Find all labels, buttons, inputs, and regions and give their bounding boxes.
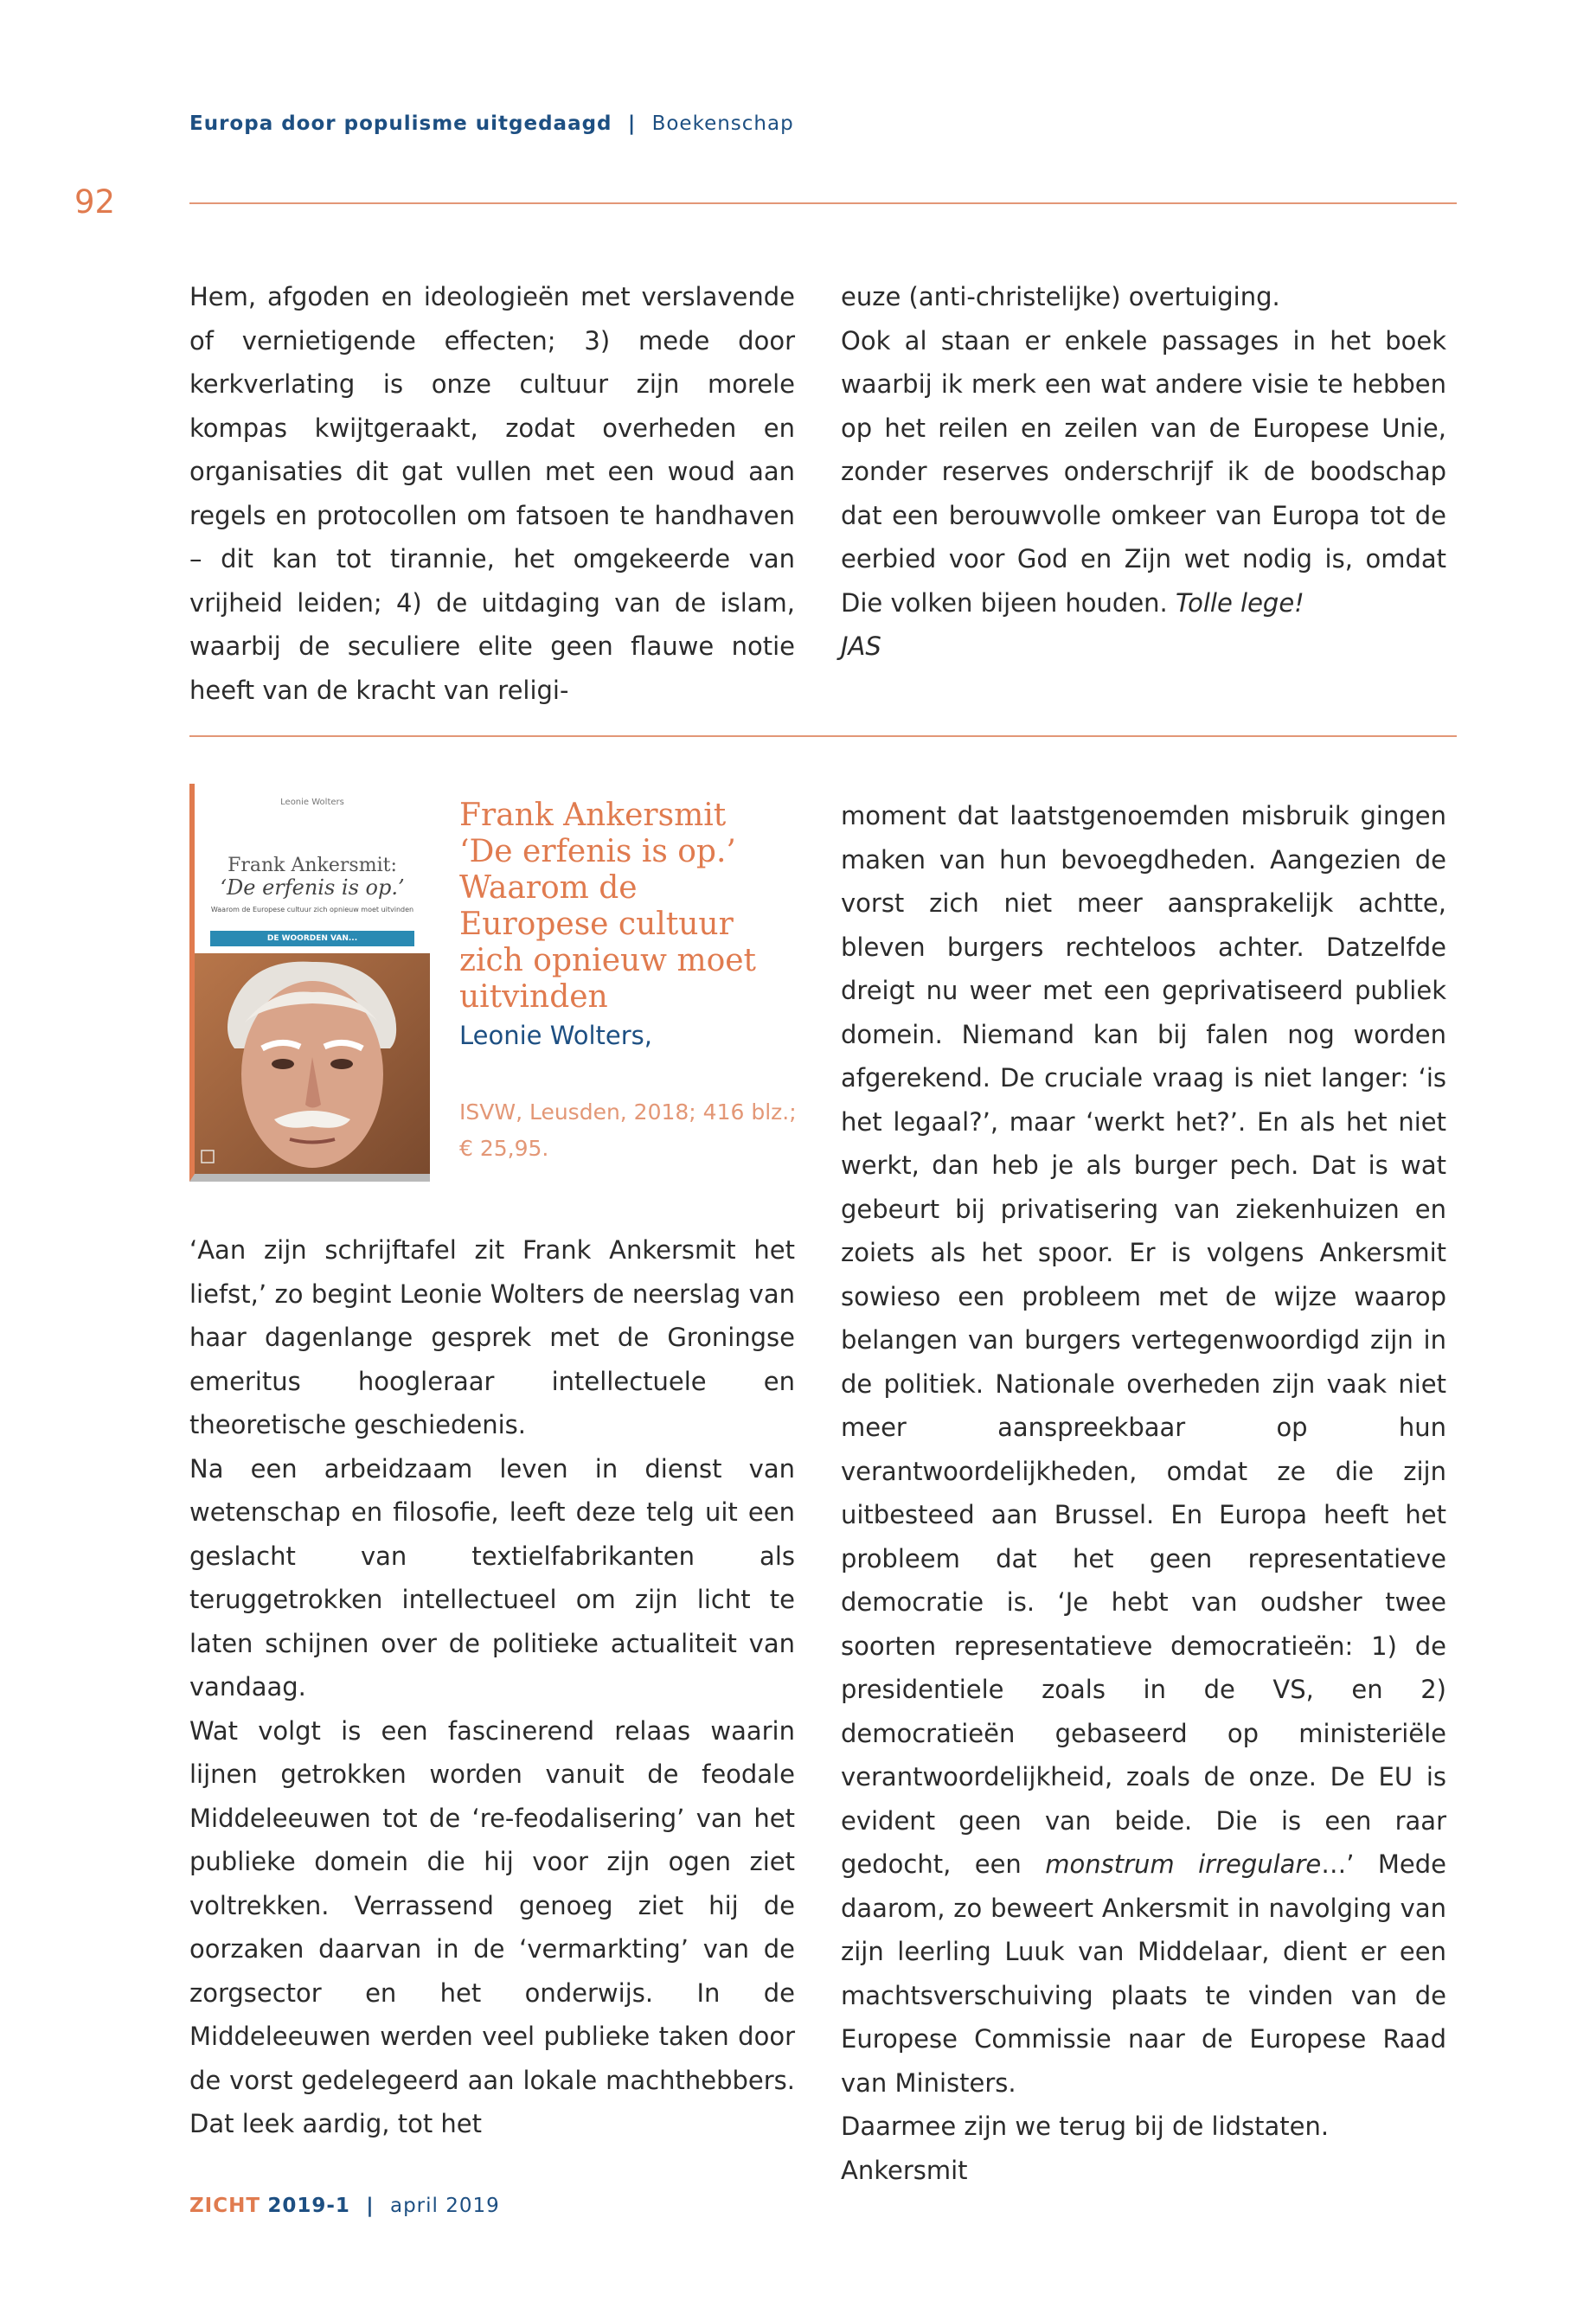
book-title-line: Waarom de	[459, 870, 638, 906]
book-title-line: Frank Ankersmit	[459, 798, 727, 833]
header-separator: |	[627, 112, 637, 135]
cover-author: Leonie Wolters	[280, 798, 344, 807]
footer-issue: 2019-1	[267, 2195, 350, 2217]
book-publisher-info	[459, 1094, 797, 1167]
book-title-line: Europese cultuur	[459, 907, 734, 942]
footer-magazine: ZICHT	[189, 2195, 261, 2217]
review2-left-paragraph: Wat volgt is een fascinerend relaas waarin lijnen getrokken worden vanuit de feodale Middeleeuwen tot de ‘re-feodalisering’ van het publieke domein die hij voor zijn ogen ziet voltrekken. Verrassend genoeg ziet hij de oorzaken daarvan in de ‘vermarkting’ van de zorgsector en het onderwijs. In de Middeleeuwen werden veel publieke taken door de vorst gedelegeerd aan lokale machthebbers. Dat leek aardig, tot het	[189, 1715, 795, 2138]
review2-right-paragraph-2: Daarmee zijn we terug bij de lidstaten. Ankersmit	[841, 2112, 1330, 2185]
cover-subtitle: Waarom de Europese cultuur zich opnieuw moet uitvinden	[210, 906, 414, 913]
cover-portrait	[195, 953, 430, 1174]
review1-right-first: euze (anti-christelijke) overtuiging.	[841, 282, 1280, 311]
review1-right-column	[841, 275, 1446, 669]
review1-signature	[841, 625, 1446, 669]
header-category: Boekenschap	[651, 112, 794, 135]
signature-text: JAS	[841, 631, 881, 661]
book-title-line: zich opnieuw moet	[459, 943, 757, 978]
review1-left-column	[189, 275, 795, 712]
footer-separator: |	[366, 2195, 375, 2217]
portrait-image	[195, 953, 430, 1174]
review2-italic: monstrum irregulare	[1045, 1849, 1322, 1879]
review2-left-paragraph: ‘Aan zijn schrijftafel zit Frank Ankersmit het liefst,’ zo begint Leonie Wolters de neerslag van haar dagenlange gesprek met de Groningse emeritus hoogleraar intellectuele en theoretische geschiedenis.	[189, 1235, 795, 1439]
review1-right-second	[841, 319, 1446, 625]
review1-italic: Tolle lege!	[1175, 587, 1304, 618]
page-number: 92	[74, 183, 116, 221]
running-header	[189, 112, 794, 135]
book-author: Leonie Wolters,	[459, 1021, 652, 1050]
publisher-line2: € 25,95.	[459, 1136, 549, 1161]
book-title	[459, 798, 756, 1016]
review2-right-text: moment dat laatstgenoemden misbruik gingen maken van hun bevoegdheden. Aangezien de vorst zich niet meer aansprakelijk achtte, bleven burgers rechteloos achter. Datzelfde dreigt nu weer met een geprivatiseerd publiek domein. Niemand kan bij falen nog worden afgerekend. De cruciale vraag is niet langer: ‘is het legaal?’, maar ‘werkt het?’. En als het niet werkt, dan heb je als burger pech. Dat is wat gebeurt bij privatisering van ziekenhuizen en zoiets als het spoor. Er is volgens Ankersmit sowieso een probleem met de wijze waarop belangen van burgers vertegenwoordigd zijn in de politiek. Nationale overheden zijn vaak niet meer aanspreekbaar op hun verantwoordelijkheden, omdat ze die zijn uitbesteed aan Brussel. En Europa heeft het probleem dat het geen representatieve democratie is. ‘Je hebt van oudsher twee soorten representatieve democratieën: 1) de presidentiele zoals in de VS, en 2) democratieën gebaseerd op ministeriële verantwoordelijkheid, zoals de onze. De EU is evident geen van beide. Die is een raar gedocht, een	[841, 801, 1446, 1879]
header-rule	[189, 202, 1457, 204]
review1-left-paragraph: Hem, afgoden en ideologieën met verslavende of vernietigende effecten; 3) mede door kerkverlating is onze cultuur zijn morele kompas kwijtgeraakt, zodat overheden en organisaties dit gat vullen met een woud aan regels en protocollen om fatsoen te handhaven – dit kan tot tirannie, het omgekeerde van vrijheid leiden; 4) de uitdaging van de islam, waarbij de seculiere elite geen flauwe notie heeft van de kracht van religi-	[189, 282, 795, 705]
section-rule	[189, 735, 1457, 737]
review2-right-paragraph	[841, 794, 1446, 2105]
header-section: Europa door populisme uitgedaagd	[189, 112, 612, 135]
book-cover	[189, 784, 430, 1182]
review2-left-column	[189, 1228, 795, 2146]
cover-title-line2: ‘De erfenis is op.’	[220, 875, 405, 900]
book-title-line: uitvinden	[459, 979, 608, 1015]
page-footer	[189, 2195, 500, 2217]
review2-right-tail: …’ Mede daarom, zo beweert Ankersmit in navolging van zijn leerling Luuk van Middelaar, dient er een machtsverschuiving plaats te vinden van de Europese Commissie naar de Europese Raad van Ministers.	[841, 1849, 1446, 2098]
review2-right-column	[841, 794, 1446, 2192]
cover-band: DE WOORDEN VAN...	[210, 931, 414, 946]
review1-right-second-text: Ook al staan er enkele passages in het boek waarbij ik merk een wat andere visie te hebben op het reilen en zeilen van de Europese Unie, zonder reserves onderschrijf ik de boodschap dat een berouwvolle omkeer van Europa tot de eerbied voor God en Zijn wet nodig is, omdat Die volken bijeen houden.	[841, 325, 1446, 618]
publisher-line1: ISVW, Leusden, 2018; 416 blz.;	[459, 1099, 797, 1125]
cover-title-line1: Frank Ankersmit:	[228, 855, 397, 876]
book-title-line: ‘De erfenis is op.’	[459, 834, 736, 869]
footer-date: april 2019	[389, 2195, 500, 2217]
review2-left-paragraph: Na een arbeidzaam leven in dienst van wetenschap en filosofie, leeft deze telg uit een geslacht van textielfabrikanten als teruggetrokken intellectueel om zijn licht te laten schijnen over de politieke actualiteit van vandaag.	[189, 1453, 795, 1702]
